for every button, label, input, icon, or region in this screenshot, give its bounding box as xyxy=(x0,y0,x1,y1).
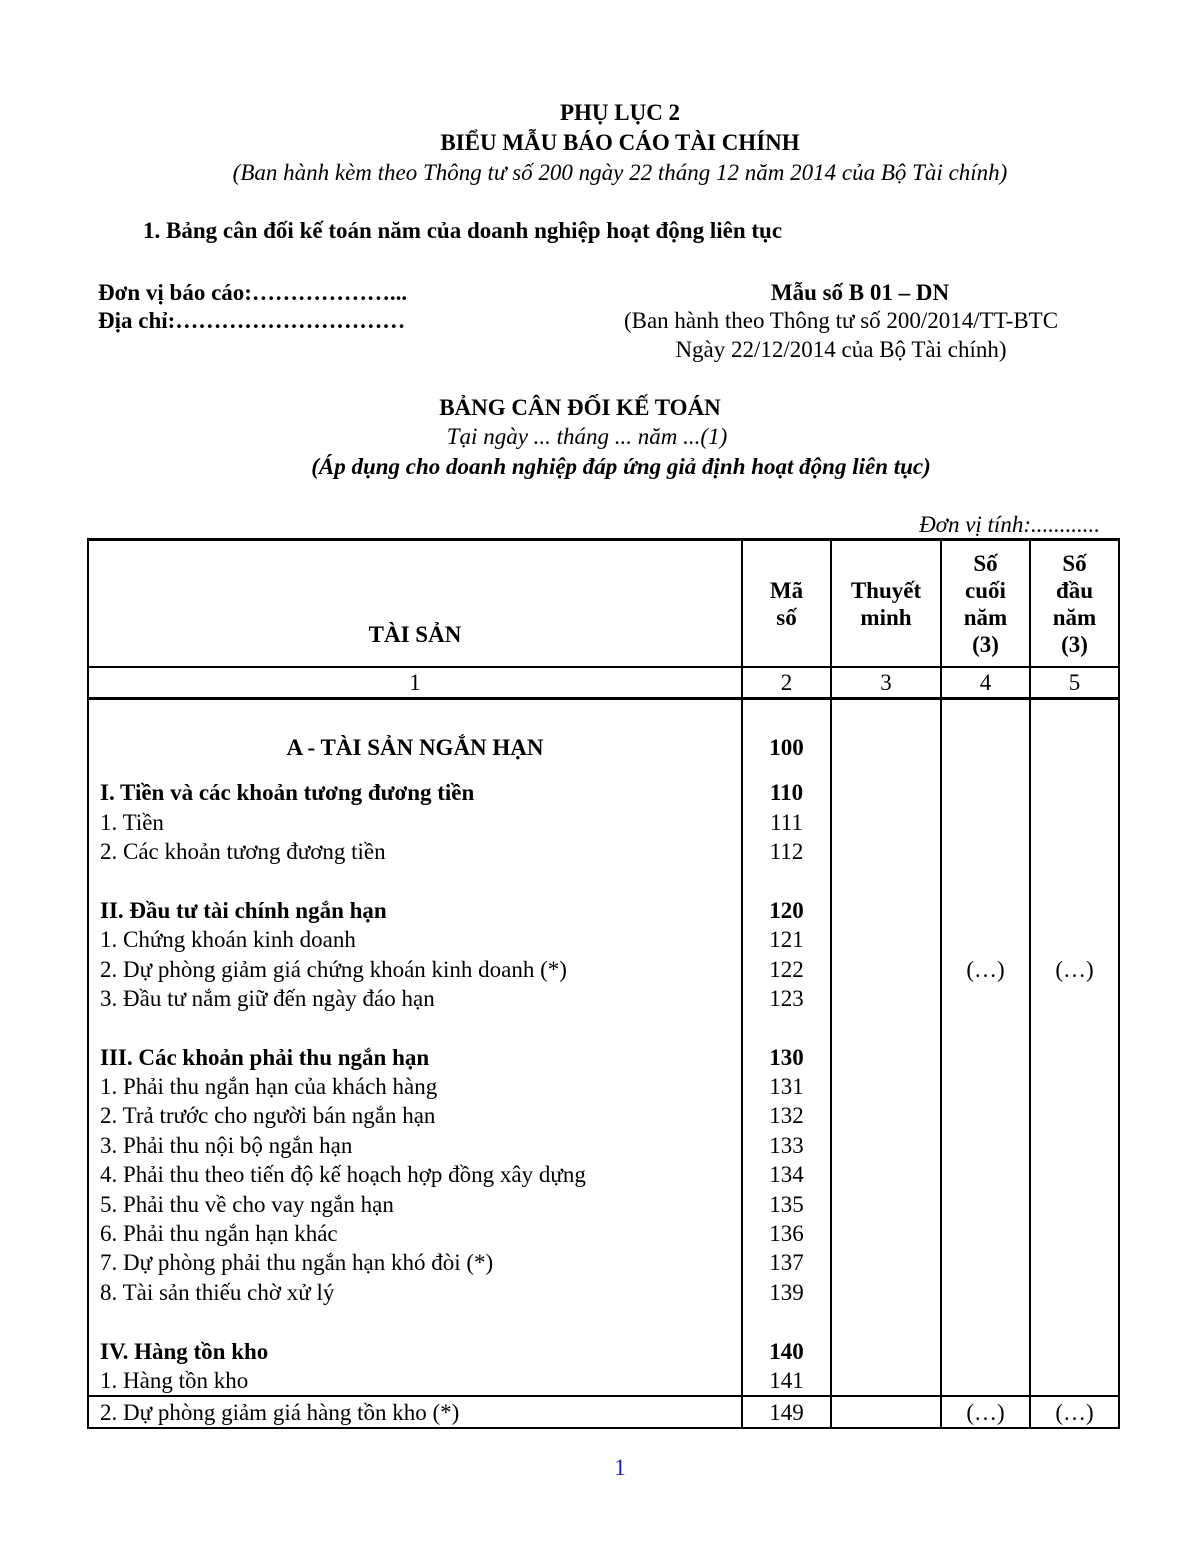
sheet-date-line: Tại ngày ... tháng ... năm ...(1) xyxy=(446,424,728,449)
row-label: 2. Dự phòng giảm giá hàng tồn kho (*) xyxy=(88,1396,742,1428)
row-year-begin xyxy=(1030,718,1119,778)
col-header-year-end-line: cuối xyxy=(965,577,1006,603)
row-label: 5. Phải thu về cho vay ngắn hạn xyxy=(88,1189,742,1218)
row-note xyxy=(831,1043,941,1072)
row-year-end xyxy=(941,807,1030,836)
row-code: 122 xyxy=(742,954,831,983)
row-note xyxy=(831,1248,941,1277)
row-code: 132 xyxy=(742,1101,831,1130)
appendix-title: PHỤ LỤC 2 xyxy=(559,100,681,125)
row-code: 133 xyxy=(742,1131,831,1160)
row-note xyxy=(831,1396,941,1428)
row-label: 1. Chứng khoán kinh doanh xyxy=(88,925,742,954)
row-year-begin xyxy=(1030,984,1119,1013)
row-note xyxy=(831,1160,941,1189)
table-row xyxy=(88,1278,1119,1307)
col-header-note-line: minh xyxy=(860,604,912,630)
row-code: 141 xyxy=(742,1366,831,1396)
row-year-end xyxy=(941,778,1030,807)
row-year-begin xyxy=(1030,1101,1119,1130)
row-label: 2. Dự phòng giảm giá chứng khoán kinh doanh (*) xyxy=(88,954,742,983)
row-note xyxy=(831,925,941,954)
row-year-end xyxy=(941,1131,1030,1160)
row-year-end xyxy=(941,1278,1030,1307)
row-note xyxy=(831,1189,941,1218)
row-year-end xyxy=(941,1219,1030,1248)
row-code: 112 xyxy=(742,837,831,866)
col-header-code-line: số xyxy=(776,604,797,630)
row-code: 121 xyxy=(742,925,831,954)
row-year-begin: (…) xyxy=(1030,954,1119,983)
row-label: 7. Dự phòng phải thu ngắn hạn khó đòi (*) xyxy=(88,1248,742,1277)
table-row xyxy=(88,954,1119,983)
table-row xyxy=(88,1043,1119,1072)
row-year-begin xyxy=(1030,925,1119,954)
reporting-unit-field: Đơn vị báo cáo:………………... xyxy=(98,280,408,305)
row-year-end xyxy=(941,925,1030,954)
row-note xyxy=(831,1101,941,1130)
row-year-begin xyxy=(1030,1278,1119,1307)
row-label: 4. Phải thu theo tiến độ kế hoạch hợp đồng xây dựng xyxy=(88,1160,742,1189)
currency-unit-label: Đơn vị tính:............ xyxy=(919,512,1100,537)
row-label: 1. Hàng tồn kho xyxy=(88,1366,742,1396)
row-year-end xyxy=(941,1072,1030,1101)
row-year-end: (…) xyxy=(941,1396,1030,1428)
row-label: 2. Trả trước cho người bán ngắn hạn xyxy=(88,1101,742,1130)
row-label: 6. Phải thu ngắn hạn khác xyxy=(88,1219,742,1248)
row-code: 134 xyxy=(742,1160,831,1189)
col-header-year-end-line: năm xyxy=(963,604,1008,630)
row-year-begin xyxy=(1030,896,1119,925)
table-row xyxy=(88,1160,1119,1189)
row-label: II. Đầu tư tài chính ngắn hạn xyxy=(88,896,742,925)
row-year-end xyxy=(941,1248,1030,1277)
row-note xyxy=(831,1336,941,1365)
row-note xyxy=(831,984,941,1013)
column-number-row xyxy=(88,667,1119,699)
row-year-begin xyxy=(1030,1043,1119,1072)
row-year-end xyxy=(941,837,1030,866)
row-label: I. Tiền và các khoản tương đương tiền xyxy=(88,778,742,807)
column-number: 2 xyxy=(742,667,831,699)
row-year-begin xyxy=(1030,1336,1119,1365)
table-row xyxy=(88,1131,1119,1160)
row-year-begin xyxy=(1030,1072,1119,1101)
column-number: 3 xyxy=(831,667,941,699)
table-row xyxy=(88,1366,1119,1396)
table-row xyxy=(88,984,1119,1013)
row-year-begin xyxy=(1030,807,1119,836)
col-header-year-begin-line: (3) xyxy=(1061,631,1088,657)
table-row xyxy=(88,1072,1119,1101)
form-number: Mẫu số B 01 – DN xyxy=(770,280,950,305)
col-header-code xyxy=(742,540,831,668)
row-note xyxy=(831,896,941,925)
row-year-begin xyxy=(1030,1189,1119,1218)
balance-sheet-table xyxy=(87,538,1120,1429)
table-row xyxy=(88,807,1119,836)
row-note xyxy=(831,778,941,807)
row-year-end xyxy=(941,1160,1030,1189)
table-row xyxy=(88,837,1119,866)
column-number: 5 xyxy=(1030,667,1119,699)
table-row xyxy=(88,896,1119,925)
table-row xyxy=(88,1219,1119,1248)
row-year-begin xyxy=(1030,1131,1119,1160)
row-code: 120 xyxy=(742,896,831,925)
col-header-year-end xyxy=(941,540,1030,668)
row-note xyxy=(831,1072,941,1101)
table-row xyxy=(88,718,1119,778)
row-code: 136 xyxy=(742,1219,831,1248)
table-row xyxy=(88,1189,1119,1218)
col-header-year-end-line: Số xyxy=(973,550,998,576)
row-year-end xyxy=(941,1101,1030,1130)
row-code: 149 xyxy=(742,1396,831,1428)
row-code: 137 xyxy=(742,1248,831,1277)
col-header-assets xyxy=(88,540,742,668)
row-label: A - TÀI SẢN NGẮN HẠN xyxy=(88,718,742,778)
row-year-begin xyxy=(1030,1366,1119,1396)
row-year-end xyxy=(941,1366,1030,1396)
row-year-begin xyxy=(1030,837,1119,866)
table-row xyxy=(88,1396,1119,1428)
spacer-row xyxy=(88,866,1119,895)
row-note xyxy=(831,1366,941,1396)
section-heading: 1. Bảng cân đối kế toán năm của doanh nghiệp hoạt động liên tục xyxy=(143,218,783,243)
col-header-assets-label: TÀI SẢN xyxy=(368,622,462,647)
row-label: IV. Hàng tồn kho xyxy=(88,1336,742,1365)
row-note xyxy=(831,1219,941,1248)
row-note xyxy=(831,718,941,778)
form-issued-line-2: Ngày 22/12/2014 của Bộ Tài chính) xyxy=(675,337,1007,362)
row-label: 1. Phải thu ngắn hạn của khách hàng xyxy=(88,1072,742,1101)
row-label: 3. Đầu tư nắm giữ đến ngày đáo hạn xyxy=(88,984,742,1013)
row-year-end xyxy=(941,1336,1030,1365)
row-note xyxy=(831,837,941,866)
row-year-begin xyxy=(1030,1219,1119,1248)
row-label: 2. Các khoản tương đương tiền xyxy=(88,837,742,866)
issued-with-note: (Ban hành kèm theo Thông tư số 200 ngày 22 tháng 12 năm 2014 của Bộ Tài chính) xyxy=(232,160,1008,185)
sheet-title: BẢNG CÂN ĐỐI KẾ TOÁN xyxy=(439,395,721,420)
row-year-end xyxy=(941,984,1030,1013)
table-row xyxy=(88,1248,1119,1277)
row-year-begin xyxy=(1030,1248,1119,1277)
row-label: 3. Phải thu nội bộ ngắn hạn xyxy=(88,1131,742,1160)
row-note xyxy=(831,1131,941,1160)
row-note xyxy=(831,807,941,836)
address-field: Địa chỉ:………………………… xyxy=(98,308,406,333)
col-header-year-begin-line: Số xyxy=(1062,550,1087,576)
page-number: 1 xyxy=(614,1455,626,1480)
row-label: 1. Tiền xyxy=(88,807,742,836)
row-label: III. Các khoản phải thu ngắn hạn xyxy=(88,1043,742,1072)
col-header-year-begin-line: năm xyxy=(1052,604,1097,630)
form-set-title: BIỂU MẪU BÁO CÁO TÀI CHÍNH xyxy=(440,130,800,155)
sheet-applies-to: (Áp dụng cho doanh nghiệp đáp ứng giả định hoạt động liên tục) xyxy=(311,454,931,479)
row-note xyxy=(831,1278,941,1307)
row-label: 8. Tài sản thiếu chờ xử lý xyxy=(88,1278,742,1307)
table-header-row xyxy=(88,540,1119,668)
row-code: 139 xyxy=(742,1278,831,1307)
row-code: 135 xyxy=(742,1189,831,1218)
row-code: 131 xyxy=(742,1072,831,1101)
col-header-year-begin-line: đầu xyxy=(1055,577,1094,603)
table-row xyxy=(88,1336,1119,1365)
row-year-begin xyxy=(1030,778,1119,807)
col-header-code-line: Mã xyxy=(769,577,804,603)
row-code: 110 xyxy=(742,778,831,807)
row-code: 140 xyxy=(742,1336,831,1365)
column-number: 1 xyxy=(88,667,742,699)
row-code: 100 xyxy=(742,718,831,778)
column-number: 4 xyxy=(941,667,1030,699)
row-note xyxy=(831,954,941,983)
row-year-begin: (…) xyxy=(1030,1396,1119,1428)
col-header-note xyxy=(831,540,941,668)
form-issued-line-1: (Ban hành theo Thông tư số 200/2014/TT-BTC xyxy=(623,308,1059,333)
table-row xyxy=(88,1101,1119,1130)
row-code: 130 xyxy=(742,1043,831,1072)
table-row xyxy=(88,778,1119,807)
row-year-end xyxy=(941,896,1030,925)
row-year-end xyxy=(941,1189,1030,1218)
spacer-row xyxy=(88,1307,1119,1336)
row-code: 123 xyxy=(742,984,831,1013)
row-year-begin xyxy=(1030,1160,1119,1189)
row-code: 111 xyxy=(742,807,831,836)
row-year-end xyxy=(941,718,1030,778)
row-year-end: (…) xyxy=(941,954,1030,983)
col-header-year-end-line: (3) xyxy=(972,631,999,657)
col-header-year-begin xyxy=(1030,540,1119,668)
spacer-row xyxy=(88,1013,1119,1042)
row-year-end xyxy=(941,1043,1030,1072)
spacer-row xyxy=(88,699,1119,719)
table-row xyxy=(88,925,1119,954)
col-header-note-line: Thuyết xyxy=(850,577,922,603)
